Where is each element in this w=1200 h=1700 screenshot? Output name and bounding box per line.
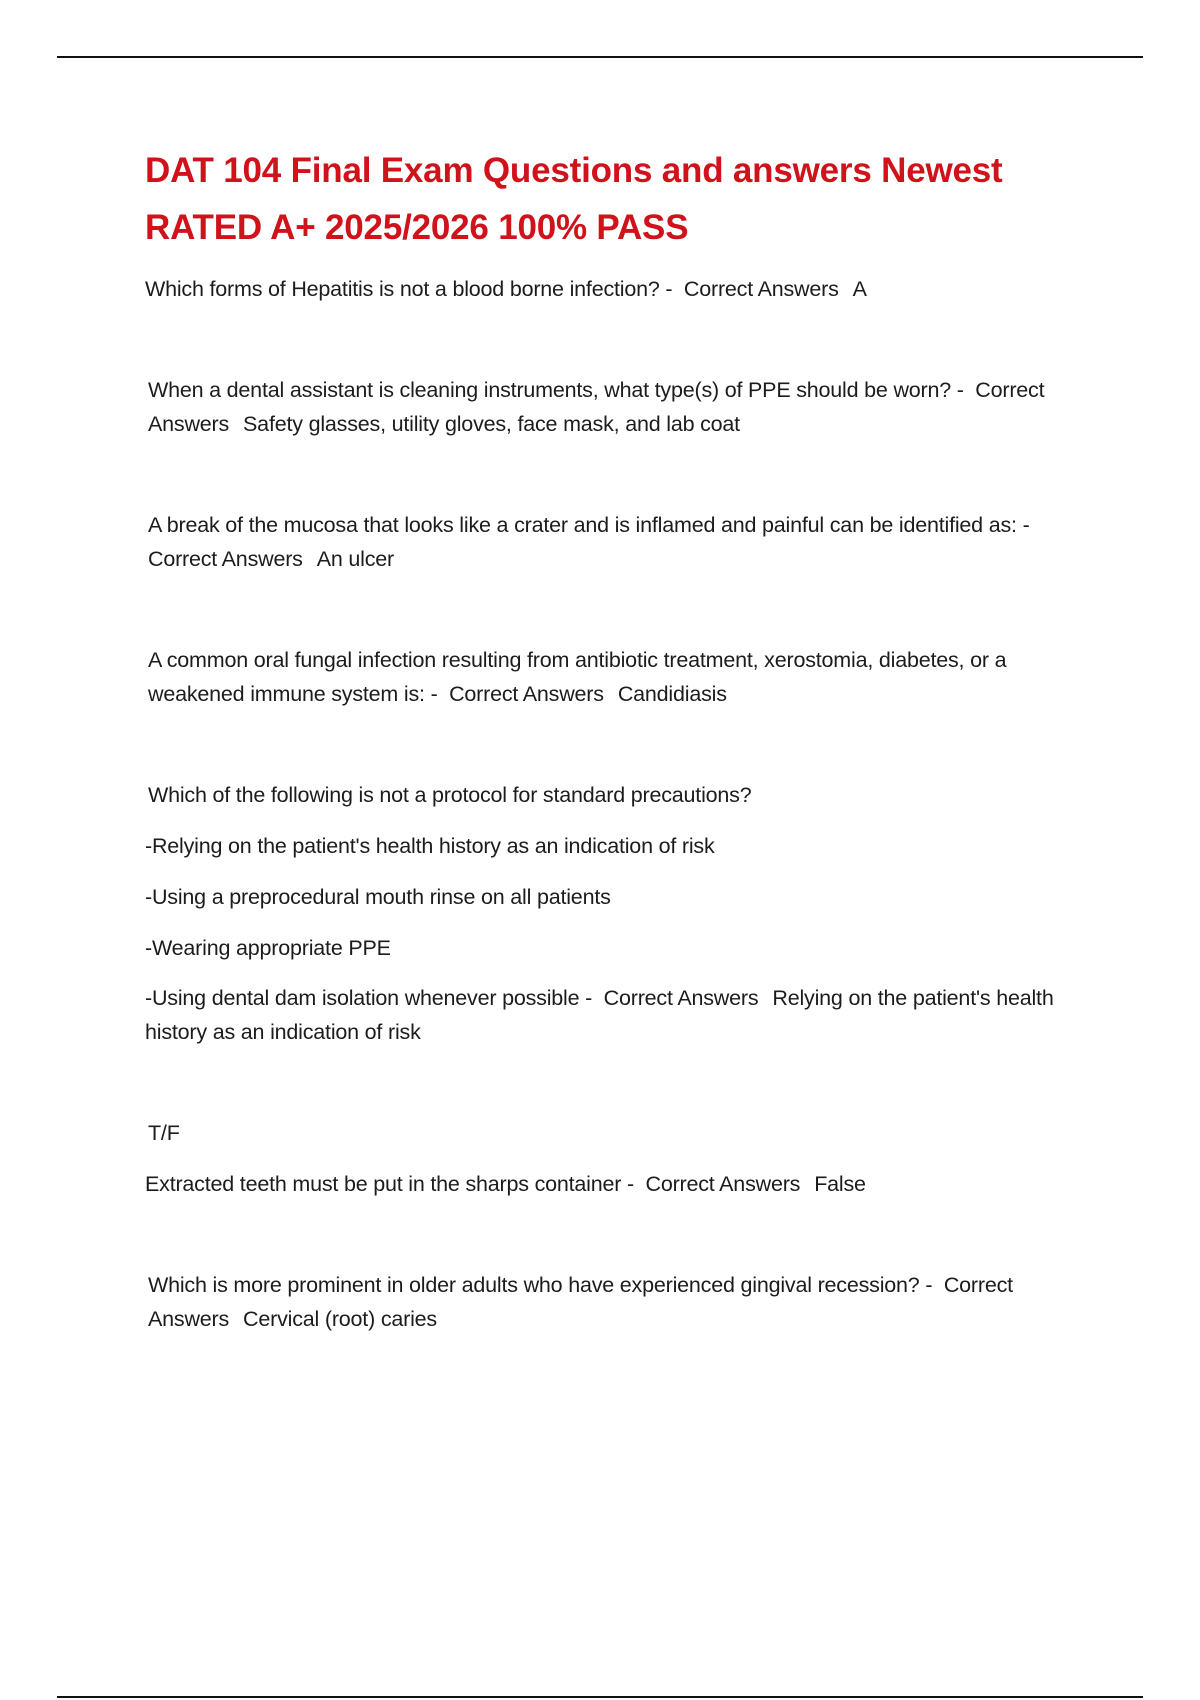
question-4: [148, 643, 1078, 711]
document-title: DAT 104 Final Exam Questions and answers Newest RATED A+ 2025/2026 100% PASS: [145, 151, 1003, 247]
answer-label: Correct Answers: [148, 378, 1049, 436]
answer-label: Correct Answers: [148, 1273, 1018, 1331]
answer-1-text: A: [852, 277, 867, 301]
answer-label: Correct Answers: [645, 1172, 801, 1196]
question-7-text: Which is more prominent in older adults who have experienced gingival recession? -: [148, 1273, 933, 1297]
answer-6-text: False: [814, 1172, 866, 1196]
answer-7-text: Cervical (root) caries: [243, 1307, 437, 1331]
question-6-prefix: T/F: [148, 1121, 180, 1145]
question-1: [145, 272, 1095, 306]
footer-rule: [57, 1696, 1143, 1698]
question-5-option-4: [145, 981, 1100, 1049]
question-6-text: Extracted teeth must be put in the sharps container -: [145, 1172, 634, 1196]
answer-5-text: Relying on the patient's health history as an indication of risk: [145, 986, 1060, 1044]
question-4-text: A common oral fungal infection resulting from antibiotic treatment, xerostomia, diabetes, or a weakened immune system is: -: [148, 648, 1013, 706]
question-2-text: When a dental assistant is cleaning instruments, what type(s) of PPE should be worn? -: [148, 378, 964, 402]
question-3: [148, 508, 1068, 576]
header-rule: [57, 56, 1143, 58]
answer-label: Correct Answers: [683, 277, 839, 301]
answer-label: Correct Answers: [449, 682, 604, 706]
question-5-option-2: -Using a preprocedural mouth rinse on all patients: [145, 885, 611, 909]
question-5-option-3: -Wearing appropriate PPE: [145, 936, 391, 960]
answer-2-text: Safety glasses, utility gloves, face mask, and lab coat: [243, 412, 740, 436]
question-5-text: Which of the following is not a protocol for standard precautions?: [148, 783, 752, 807]
question-1-text: Which forms of Hepatitis is not a blood borne infection? -: [145, 277, 673, 301]
question-7: [148, 1268, 1083, 1336]
answer-label: Correct Answers: [603, 986, 759, 1010]
answer-3-text: An ulcer: [316, 547, 394, 571]
answer-4-text: Candidiasis: [617, 682, 727, 706]
question-5-option-4-text: -Using dental dam isolation whenever possible -: [145, 986, 593, 1010]
question-5-option-1: -Relying on the patient's health history as an indication of risk: [145, 834, 715, 858]
question-3-text: A break of the mucosa that looks like a crater and is inflamed and painful can be identified as: -: [148, 513, 1030, 537]
answer-label: Correct Answers: [148, 547, 303, 571]
question-2: [148, 373, 1098, 441]
question-6: [145, 1167, 1095, 1201]
